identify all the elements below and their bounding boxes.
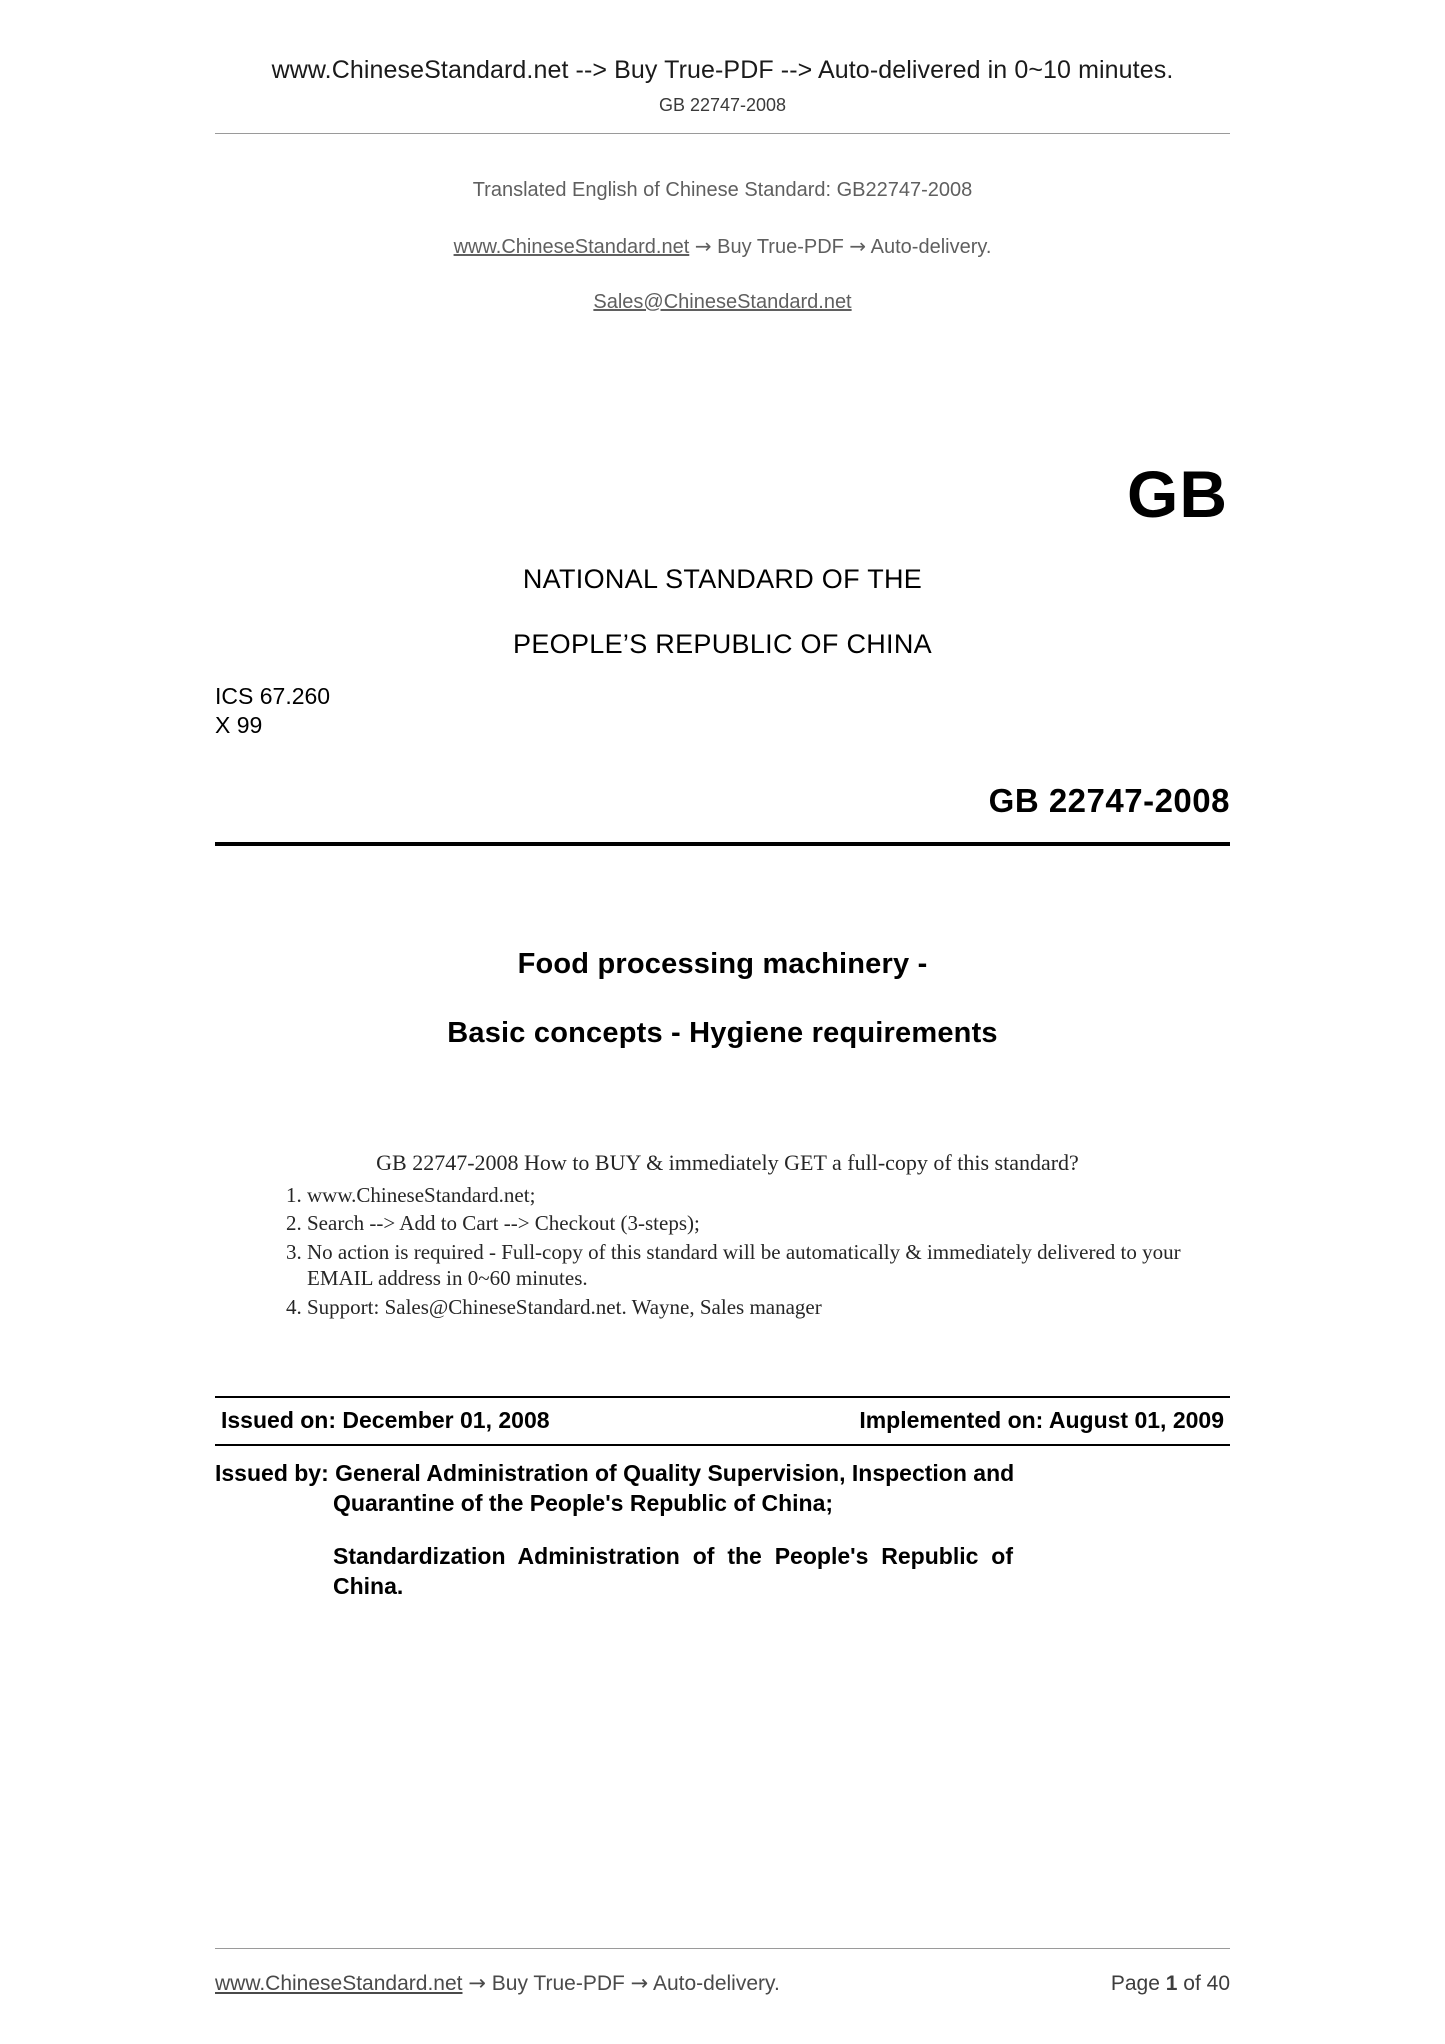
promo-delivery-text: Auto-delivery.	[870, 236, 992, 258]
list-item: 1. www.ChineseStandard.net;	[307, 1182, 1230, 1209]
footer-site-link[interactable]: www.ChineseStandard.net	[215, 1972, 463, 1995]
how-to-buy-list	[215, 1182, 1230, 1321]
page-footer	[215, 1971, 1230, 1996]
ics-code: ICS 67.260	[215, 683, 331, 709]
header-standard-number: GB 22747-2008	[658, 95, 787, 115]
promo-buy-text: Buy True-PDF	[717, 236, 844, 258]
arrow-right-icon: →	[694, 234, 712, 258]
promo-site-link[interactable]: www.ChineseStandard.net	[453, 236, 690, 258]
footer-promo	[215, 1971, 780, 1996]
page-indicator	[1111, 1972, 1230, 1996]
list-item: 3. No action is required - Full-copy of this standard will be automatically & immediately delivered to your EMAIL address in 0~60 minutes.	[307, 1239, 1230, 1292]
issued-on-date: Issued on: December 01, 2008	[221, 1406, 550, 1433]
how-to-buy-title: GB 22747-2008 How to BUY & immediately GET a full-copy of this standard?	[376, 1149, 1079, 1175]
issued-by-line-1: Issued by: General Administration of Quality Supervision, Inspection and	[215, 1459, 1015, 1486]
promo-email-line	[215, 291, 1230, 314]
arrow-right-icon-3: →	[468, 1971, 486, 1995]
standard-number: GB 22747-2008	[988, 781, 1230, 819]
national-standard-line-2: PEOPLE’S REPUBLIC OF CHINA	[513, 629, 932, 659]
page-number: 1	[1165, 1972, 1178, 1995]
issued-row	[215, 1398, 1230, 1444]
promo-email-link[interactable]: Sales@ChineseStandard.net	[593, 291, 852, 313]
classification-code: X 99	[215, 711, 263, 738]
ics-block	[215, 682, 1230, 740]
gb-logo: GB	[1127, 457, 1228, 531]
promo-block	[215, 179, 1230, 314]
list-item: 2. Search --> Add to Cart --> Checkout (3-steps);	[307, 1210, 1230, 1237]
footer-buy-text: Buy True-PDF	[491, 1972, 625, 1995]
issued-by-block	[215, 1458, 1230, 1601]
arrow-right-icon-2: →	[849, 234, 867, 258]
issued-by-line-3: Standardization Administration of the People's Republic of China.	[333, 1542, 1013, 1599]
document-title-line-1: Food processing machinery -	[517, 947, 928, 980]
standard-number-rule	[215, 842, 1230, 846]
promo-translated-line: Translated English of Chinese Standard: GB22747-2008	[472, 179, 973, 201]
page-suffix: of 40	[1177, 1972, 1230, 1995]
issued-divider-bottom	[215, 1444, 1230, 1446]
footer-divider	[215, 1948, 1230, 1949]
national-standard-line-1: NATIONAL STANDARD OF THE	[522, 564, 923, 594]
document-title-line-2: Basic concepts - Hygiene requirements	[447, 1016, 998, 1049]
how-to-buy-block	[215, 1150, 1230, 1321]
header-divider	[215, 133, 1230, 134]
implemented-on-date: Implemented on: August 01, 2009	[859, 1406, 1224, 1433]
list-item: 4. Support: Sales@ChineseStandard.net. Wayne, Sales manager	[307, 1294, 1230, 1321]
page-prefix: Page	[1110, 1972, 1166, 1995]
arrow-right-icon-4: →	[630, 1971, 649, 1995]
document-title	[215, 948, 1230, 1050]
promo-header-line: www.ChineseStandard.net --> Buy True-PDF --> Auto-delivered in 0~10 minutes.	[271, 56, 1174, 84]
promo-link-line	[215, 234, 1230, 259]
issued-by-line-2: Quarantine of the People's Republic of China;	[333, 1490, 834, 1517]
footer-delivery-text: Auto-delivery.	[652, 1972, 780, 1995]
